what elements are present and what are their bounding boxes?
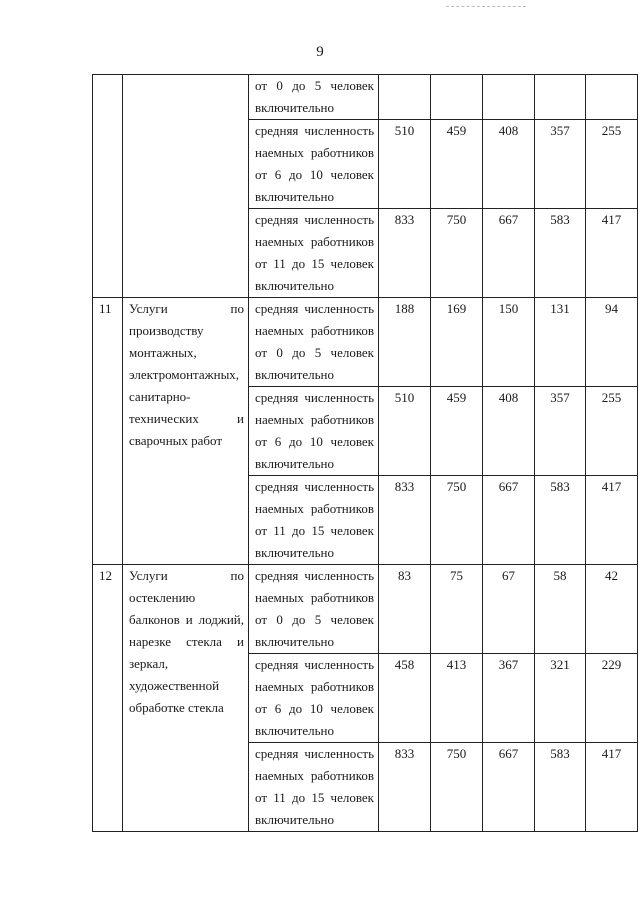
employee-category-line: наемных работников — [255, 501, 374, 516]
value: 357 — [550, 123, 570, 138]
employee-category-cell — [249, 387, 379, 476]
service-name-line: производству — [129, 323, 204, 338]
row-number: 11 — [99, 301, 112, 316]
employee-category-cell — [249, 743, 379, 832]
value: 255 — [601, 390, 622, 405]
value: 750 — [446, 212, 467, 227]
value: 667 — [498, 746, 519, 761]
employee-category-line: наемных работников — [255, 412, 374, 427]
employee-category-line: наемных работников — [255, 768, 374, 783]
value-cell — [379, 298, 431, 387]
value-cell — [431, 209, 483, 298]
value: 75 — [450, 568, 463, 583]
service-name-line: санитарно- — [129, 389, 191, 404]
value: 417 — [601, 212, 622, 227]
employee-category-cell — [249, 75, 379, 120]
employee-category-line: включительно — [255, 100, 334, 115]
value: 667 — [498, 479, 519, 494]
value: 667 — [498, 212, 519, 227]
service-name-line: остеклению — [129, 590, 196, 605]
tariff-table — [92, 74, 638, 832]
value-cell — [431, 565, 483, 654]
table-row — [93, 565, 638, 654]
value: 42 — [605, 568, 618, 583]
employee-category-line: от 0 до 5 человек — [255, 612, 374, 627]
value-cell — [483, 743, 535, 832]
value-cell — [535, 75, 586, 120]
value-cell — [431, 75, 483, 120]
employee-category-line: включительно — [255, 812, 334, 827]
value-cell — [535, 743, 586, 832]
employee-category-line: от 6 до 10 человек — [255, 434, 374, 449]
value: 357 — [550, 390, 570, 405]
value: 750 — [446, 746, 467, 761]
value-cell — [431, 298, 483, 387]
value-cell — [431, 120, 483, 209]
service-name-line: обработке стекла — [129, 700, 224, 715]
employee-category-line: включительно — [255, 456, 334, 471]
service-name-line: сварочных работ — [129, 433, 223, 448]
employee-category-cell — [249, 654, 379, 743]
employee-category-line: средняя численность — [255, 390, 374, 405]
employee-category-cell — [249, 565, 379, 654]
value: 321 — [550, 657, 570, 672]
employee-category-line: наемных работников — [255, 323, 374, 338]
value: 583 — [550, 479, 570, 494]
employee-category-line: от 11 до 15 человек — [255, 790, 374, 805]
service-name-cell — [123, 298, 249, 565]
value-cell — [535, 565, 586, 654]
value: 833 — [394, 212, 415, 227]
value: 750 — [446, 479, 467, 494]
value: 255 — [601, 123, 622, 138]
employee-category-line: средняя численность — [255, 212, 374, 227]
row-number-cell — [93, 565, 123, 832]
scan-artifact — [446, 6, 526, 9]
value: 417 — [601, 479, 622, 494]
employee-category-line: включительно — [255, 367, 334, 382]
value: 408 — [498, 390, 519, 405]
value-cell — [535, 654, 586, 743]
value: 58 — [553, 568, 567, 583]
value-cell — [483, 75, 535, 120]
employee-category-line: включительно — [255, 723, 334, 738]
value: 131 — [550, 301, 570, 316]
employee-category-line: средняя численность — [255, 657, 374, 672]
table-row — [93, 75, 638, 120]
value-cell — [379, 209, 431, 298]
service-name-line: Услуги по — [129, 301, 244, 316]
value-cell — [586, 387, 638, 476]
employee-category-line: средняя численность — [255, 123, 374, 138]
value: 833 — [394, 479, 415, 494]
employee-category-cell — [249, 476, 379, 565]
service-name-line: балконов и лоджий, — [129, 612, 244, 627]
value-cell — [483, 120, 535, 209]
employee-category-line: средняя численность — [255, 746, 374, 761]
value-cell — [379, 654, 431, 743]
value-cell — [483, 209, 535, 298]
value-cell — [483, 654, 535, 743]
value: 459 — [446, 390, 467, 405]
value: 150 — [498, 301, 519, 316]
value: 510 — [394, 123, 415, 138]
value-cell — [586, 209, 638, 298]
value: 94 — [605, 301, 618, 316]
value-cell — [535, 298, 586, 387]
employee-category-line: наемных работников — [255, 679, 374, 694]
employee-category-line: от 0 до 5 человек — [255, 78, 374, 93]
value-cell — [483, 565, 535, 654]
value-cell — [586, 120, 638, 209]
employee-category-line: от 0 до 5 человек — [255, 345, 374, 360]
value: 459 — [446, 123, 467, 138]
value-cell — [535, 120, 586, 209]
value: 583 — [550, 212, 570, 227]
value-cell — [535, 476, 586, 565]
table-row — [93, 298, 638, 387]
value-cell — [379, 387, 431, 476]
service-name-cell — [123, 565, 249, 832]
service-name-line: технических и — [129, 411, 244, 426]
value: 83 — [398, 568, 411, 583]
row-number-cell — [93, 75, 123, 298]
employee-category-line: от 11 до 15 человек — [255, 256, 374, 271]
value-cell — [379, 743, 431, 832]
value-cell — [431, 387, 483, 476]
employee-category-line: наемных работников — [255, 590, 374, 605]
value: 408 — [498, 123, 519, 138]
employee-category-line: средняя численность — [255, 479, 374, 494]
value: 583 — [550, 746, 570, 761]
employee-category-line: средняя численность — [255, 301, 374, 316]
value-cell — [379, 120, 431, 209]
employee-category-line: включительно — [255, 634, 334, 649]
employee-category-line: от 6 до 10 человек — [255, 167, 374, 182]
service-name-line: зеркал, — [129, 656, 169, 671]
value: 367 — [498, 657, 519, 672]
employee-category-line: средняя численность — [255, 568, 374, 583]
row-number-cell — [93, 298, 123, 565]
employee-category-line: наемных работников — [255, 145, 374, 160]
employee-category-line: включительно — [255, 278, 334, 293]
table-body — [93, 75, 638, 832]
service-name-line: электромонтажных, — [129, 367, 240, 382]
service-name-line: Услуги по — [129, 568, 244, 583]
value-cell — [586, 75, 638, 120]
value-cell — [483, 298, 535, 387]
employee-category-line: от 6 до 10 человек — [255, 701, 374, 716]
value-cell — [586, 298, 638, 387]
value-cell — [379, 75, 431, 120]
value-cell — [535, 387, 586, 476]
value: 169 — [446, 301, 467, 316]
service-name-cell — [123, 75, 249, 298]
value-cell — [535, 209, 586, 298]
employee-category-cell — [249, 209, 379, 298]
value-cell — [483, 476, 535, 565]
service-name-line: художественной — [129, 678, 220, 693]
row-number: 12 — [99, 568, 112, 583]
employee-category-line: от 11 до 15 человек — [255, 523, 374, 538]
value-cell — [431, 476, 483, 565]
value-cell — [483, 387, 535, 476]
value: 458 — [394, 657, 415, 672]
employee-category-cell — [249, 120, 379, 209]
value-cell — [586, 565, 638, 654]
value-cell — [379, 476, 431, 565]
value: 510 — [394, 390, 415, 405]
value-cell — [431, 743, 483, 832]
employee-category-line: включительно — [255, 189, 334, 204]
value: 413 — [446, 657, 467, 672]
value: 188 — [394, 301, 415, 316]
value: 833 — [394, 746, 415, 761]
page-number: 9 — [316, 44, 324, 60]
value-cell — [379, 565, 431, 654]
value: 67 — [502, 568, 515, 583]
employee-category-line: наемных работников — [255, 234, 374, 249]
value-cell — [586, 743, 638, 832]
service-name-line: нарезке стекла и — [129, 634, 244, 649]
employee-category-line: включительно — [255, 545, 334, 560]
value-cell — [586, 476, 638, 565]
service-name-line: монтажных, — [129, 345, 197, 360]
employee-category-cell — [249, 298, 379, 387]
value-cell — [431, 654, 483, 743]
value: 417 — [601, 746, 622, 761]
value: 229 — [601, 657, 622, 672]
value-cell — [586, 654, 638, 743]
